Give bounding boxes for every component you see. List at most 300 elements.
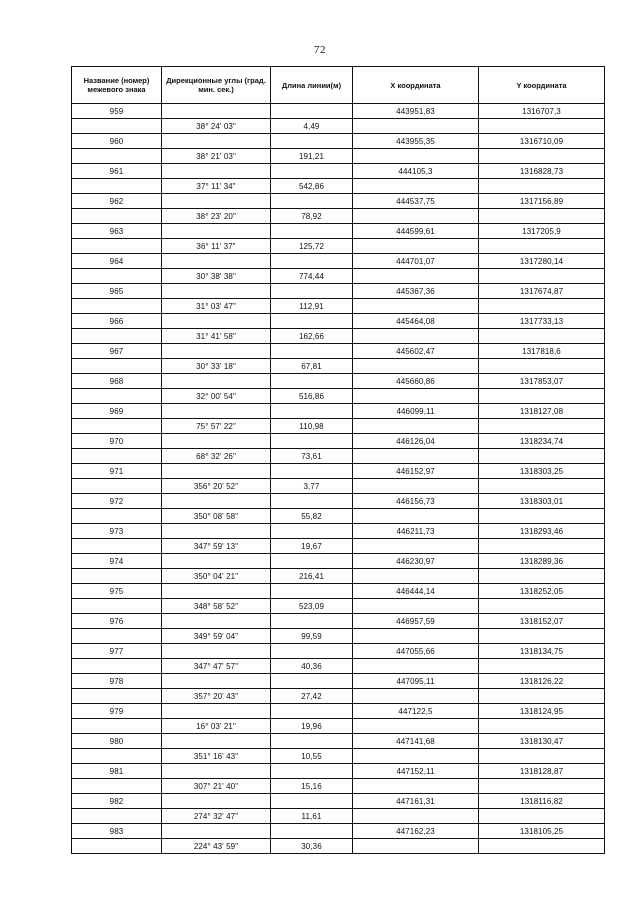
segment-row [72, 419, 605, 434]
y-coordinate-cell: 1318116,82 [479, 794, 605, 809]
empty-cell [271, 104, 353, 119]
empty-cell [353, 119, 479, 134]
point-row [72, 494, 605, 509]
x-coordinate-cell: 443951,83 [353, 104, 479, 119]
empty-cell [162, 794, 271, 809]
direction-angle-cell: 30° 38' 38" [162, 269, 271, 284]
line-length-cell: 78,92 [271, 209, 353, 224]
empty-cell [162, 134, 271, 149]
empty-cell [479, 749, 605, 764]
segment-row [72, 179, 605, 194]
point-name-cell: 966 [72, 314, 162, 329]
empty-cell [353, 539, 479, 554]
empty-cell [162, 374, 271, 389]
empty-cell [271, 764, 353, 779]
header-line-length: Длина линии(м) [271, 67, 353, 104]
direction-angle-cell: 37° 11' 34" [162, 179, 271, 194]
point-name-cell: 978 [72, 674, 162, 689]
empty-cell [271, 404, 353, 419]
point-row [72, 824, 605, 839]
empty-cell [271, 674, 353, 689]
x-coordinate-cell: 446230,97 [353, 554, 479, 569]
empty-cell [162, 164, 271, 179]
empty-cell [353, 779, 479, 794]
direction-angle-cell: 30° 33' 18" [162, 359, 271, 374]
empty-cell [271, 584, 353, 599]
empty-cell [72, 629, 162, 644]
x-coordinate-cell: 447095,11 [353, 674, 479, 689]
point-row [72, 734, 605, 749]
line-length-cell: 110,98 [271, 419, 353, 434]
empty-cell [271, 134, 353, 149]
empty-cell [162, 404, 271, 419]
segment-row [72, 539, 605, 554]
x-coordinate-cell: 445464,08 [353, 314, 479, 329]
empty-cell [479, 449, 605, 464]
segment-row [72, 209, 605, 224]
empty-cell [353, 359, 479, 374]
empty-cell [353, 839, 479, 854]
x-coordinate-cell: 444537,75 [353, 194, 479, 209]
empty-cell [271, 344, 353, 359]
empty-cell [72, 509, 162, 524]
point-row [72, 254, 605, 269]
empty-cell [479, 149, 605, 164]
empty-cell [353, 719, 479, 734]
empty-cell [479, 539, 605, 554]
empty-cell [72, 599, 162, 614]
empty-cell [162, 704, 271, 719]
empty-cell [479, 299, 605, 314]
point-row [72, 404, 605, 419]
empty-cell [479, 329, 605, 344]
empty-cell [72, 809, 162, 824]
line-length-cell: 73,61 [271, 449, 353, 464]
segment-row [72, 269, 605, 284]
empty-cell [479, 779, 605, 794]
empty-cell [353, 299, 479, 314]
line-length-cell: 40,36 [271, 659, 353, 674]
empty-cell [72, 779, 162, 794]
empty-cell [479, 629, 605, 644]
point-name-cell: 963 [72, 224, 162, 239]
line-length-cell: 542,86 [271, 179, 353, 194]
header-x-coordinate: X координата [353, 67, 479, 104]
empty-cell [271, 314, 353, 329]
point-row [72, 284, 605, 299]
y-coordinate-cell: 1318252,05 [479, 584, 605, 599]
page-number: 72 [314, 44, 326, 56]
point-name-cell: 970 [72, 434, 162, 449]
empty-cell [479, 359, 605, 374]
direction-angle-cell: 68° 32' 26" [162, 449, 271, 464]
empty-cell [162, 824, 271, 839]
point-row [72, 344, 605, 359]
empty-cell [353, 419, 479, 434]
empty-cell [72, 689, 162, 704]
empty-cell [479, 209, 605, 224]
y-coordinate-cell: 1318128,87 [479, 764, 605, 779]
line-length-cell: 4,49 [271, 119, 353, 134]
point-name-cell: 977 [72, 644, 162, 659]
table-header-row [72, 67, 605, 104]
empty-cell [271, 554, 353, 569]
empty-cell [271, 644, 353, 659]
x-coordinate-cell: 447152,11 [353, 764, 479, 779]
y-coordinate-cell: 1318126,22 [479, 674, 605, 689]
empty-cell [72, 299, 162, 314]
point-name-cell: 964 [72, 254, 162, 269]
x-coordinate-cell: 444701,07 [353, 254, 479, 269]
empty-cell [479, 239, 605, 254]
direction-angle-cell: 356° 20' 52" [162, 479, 271, 494]
segment-row [72, 629, 605, 644]
empty-cell [162, 344, 271, 359]
empty-cell [271, 164, 353, 179]
table-body [72, 104, 605, 854]
boundary-coordinates-table [71, 66, 605, 854]
empty-cell [162, 464, 271, 479]
x-coordinate-cell: 446156,73 [353, 494, 479, 509]
direction-angle-cell: 75° 57' 22" [162, 419, 271, 434]
empty-cell [479, 719, 605, 734]
x-coordinate-cell: 447161,31 [353, 794, 479, 809]
empty-cell [271, 614, 353, 629]
empty-cell [271, 494, 353, 509]
segment-row [72, 449, 605, 464]
empty-cell [479, 269, 605, 284]
segment-row [72, 749, 605, 764]
x-coordinate-cell: 446957,59 [353, 614, 479, 629]
empty-cell [72, 839, 162, 854]
x-coordinate-cell: 446444,14 [353, 584, 479, 599]
point-row [72, 794, 605, 809]
direction-angle-cell: 16° 03' 21" [162, 719, 271, 734]
empty-cell [162, 314, 271, 329]
x-coordinate-cell: 446126,04 [353, 434, 479, 449]
direction-angle-cell: 224° 43' 59" [162, 839, 271, 854]
point-row [72, 434, 605, 449]
point-name-cell: 981 [72, 764, 162, 779]
empty-cell [72, 239, 162, 254]
point-name-cell: 959 [72, 104, 162, 119]
direction-angle-cell: 38° 23' 20" [162, 209, 271, 224]
empty-cell [162, 254, 271, 269]
point-row [72, 134, 605, 149]
empty-cell [271, 524, 353, 539]
empty-cell [353, 509, 479, 524]
x-coordinate-cell: 446211,73 [353, 524, 479, 539]
point-name-cell: 969 [72, 404, 162, 419]
y-coordinate-cell: 1316707,3 [479, 104, 605, 119]
segment-row [72, 599, 605, 614]
empty-cell [271, 824, 353, 839]
y-coordinate-cell: 1318127,08 [479, 404, 605, 419]
empty-cell [72, 719, 162, 734]
point-row [72, 224, 605, 239]
y-coordinate-cell: 1318134,75 [479, 644, 605, 659]
empty-cell [353, 809, 479, 824]
empty-cell [162, 194, 271, 209]
empty-cell [353, 449, 479, 464]
y-coordinate-cell: 1318124,95 [479, 704, 605, 719]
point-row [72, 584, 605, 599]
line-length-cell: 30,36 [271, 839, 353, 854]
direction-angle-cell: 349° 59' 04" [162, 629, 271, 644]
point-name-cell: 982 [72, 794, 162, 809]
x-coordinate-cell: 446152,97 [353, 464, 479, 479]
direction-angle-cell: 38° 24' 03" [162, 119, 271, 134]
empty-cell [72, 569, 162, 584]
x-coordinate-cell: 445367,36 [353, 284, 479, 299]
point-row [72, 464, 605, 479]
empty-cell [72, 449, 162, 464]
point-row [72, 644, 605, 659]
y-coordinate-cell: 1317853,07 [479, 374, 605, 389]
direction-angle-cell: 274° 32' 47" [162, 809, 271, 824]
empty-cell [353, 689, 479, 704]
segment-row [72, 839, 605, 854]
line-length-cell: 112,91 [271, 299, 353, 314]
y-coordinate-cell: 1318234,74 [479, 434, 605, 449]
line-length-cell: 3,77 [271, 479, 353, 494]
direction-angle-cell: 31° 03' 47" [162, 299, 271, 314]
point-name-cell: 965 [72, 284, 162, 299]
point-name-cell: 962 [72, 194, 162, 209]
point-row [72, 164, 605, 179]
empty-cell [271, 464, 353, 479]
empty-cell [72, 269, 162, 284]
point-name-cell: 972 [72, 494, 162, 509]
empty-cell [353, 599, 479, 614]
empty-cell [162, 674, 271, 689]
empty-cell [162, 614, 271, 629]
empty-cell [479, 689, 605, 704]
line-length-cell: 774,44 [271, 269, 353, 284]
direction-angle-cell: 348° 58' 52" [162, 599, 271, 614]
y-coordinate-cell: 1318303,01 [479, 494, 605, 509]
empty-cell [72, 479, 162, 494]
segment-row [72, 509, 605, 524]
y-coordinate-cell: 1317733,13 [479, 314, 605, 329]
empty-cell [162, 524, 271, 539]
empty-cell [479, 479, 605, 494]
line-length-cell: 15,16 [271, 779, 353, 794]
y-coordinate-cell: 1317674,87 [479, 284, 605, 299]
empty-cell [271, 734, 353, 749]
x-coordinate-cell: 447122,5 [353, 704, 479, 719]
segment-row [72, 659, 605, 674]
x-coordinate-cell: 446099,11 [353, 404, 479, 419]
segment-row [72, 329, 605, 344]
x-coordinate-cell: 444599,61 [353, 224, 479, 239]
x-coordinate-cell: 444105,3 [353, 164, 479, 179]
empty-cell [353, 479, 479, 494]
point-row [72, 764, 605, 779]
line-length-cell: 99,59 [271, 629, 353, 644]
direction-angle-cell: 351° 16' 43" [162, 749, 271, 764]
y-coordinate-cell: 1318105,25 [479, 824, 605, 839]
point-row [72, 614, 605, 629]
empty-cell [162, 494, 271, 509]
point-name-cell: 975 [72, 584, 162, 599]
empty-cell [353, 659, 479, 674]
empty-cell [72, 209, 162, 224]
empty-cell [479, 839, 605, 854]
point-row [72, 314, 605, 329]
line-length-cell: 11,61 [271, 809, 353, 824]
segment-row [72, 149, 605, 164]
empty-cell [72, 119, 162, 134]
x-coordinate-cell: 445660,86 [353, 374, 479, 389]
empty-cell [353, 389, 479, 404]
header-direction-angle: Дирекционные углы (град. мин. сек.) [162, 67, 271, 104]
empty-cell [271, 794, 353, 809]
point-name-cell: 983 [72, 824, 162, 839]
empty-cell [72, 659, 162, 674]
x-coordinate-cell: 447141,68 [353, 734, 479, 749]
y-coordinate-cell: 1318152,07 [479, 614, 605, 629]
empty-cell [479, 599, 605, 614]
empty-cell [162, 434, 271, 449]
segment-row [72, 779, 605, 794]
line-length-cell: 55,82 [271, 509, 353, 524]
empty-cell [162, 584, 271, 599]
point-row [72, 374, 605, 389]
empty-cell [162, 554, 271, 569]
point-row [72, 524, 605, 539]
direction-angle-cell: 32° 00' 54" [162, 389, 271, 404]
point-name-cell: 976 [72, 614, 162, 629]
direction-angle-cell: 38° 21' 03" [162, 149, 271, 164]
y-coordinate-cell: 1318303,25 [479, 464, 605, 479]
empty-cell [479, 809, 605, 824]
point-name-cell: 980 [72, 734, 162, 749]
empty-cell [353, 629, 479, 644]
empty-cell [72, 329, 162, 344]
empty-cell [479, 419, 605, 434]
segment-row [72, 299, 605, 314]
line-length-cell: 67,81 [271, 359, 353, 374]
x-coordinate-cell: 445602,47 [353, 344, 479, 359]
line-length-cell: 19,67 [271, 539, 353, 554]
empty-cell [72, 539, 162, 554]
empty-cell [72, 359, 162, 374]
y-coordinate-cell: 1317280,14 [479, 254, 605, 269]
y-coordinate-cell: 1318130,47 [479, 734, 605, 749]
empty-cell [72, 149, 162, 164]
segment-row [72, 809, 605, 824]
empty-cell [353, 149, 479, 164]
empty-cell [162, 224, 271, 239]
line-length-cell: 162,66 [271, 329, 353, 344]
empty-cell [353, 569, 479, 584]
segment-row [72, 719, 605, 734]
point-row [72, 554, 605, 569]
line-length-cell: 523,09 [271, 599, 353, 614]
segment-row [72, 359, 605, 374]
point-name-cell: 961 [72, 164, 162, 179]
y-coordinate-cell: 1316710,09 [479, 134, 605, 149]
empty-cell [271, 224, 353, 239]
point-name-cell: 979 [72, 704, 162, 719]
empty-cell [271, 434, 353, 449]
empty-cell [72, 749, 162, 764]
point-row [72, 104, 605, 119]
line-length-cell: 125,72 [271, 239, 353, 254]
x-coordinate-cell: 447162,23 [353, 824, 479, 839]
empty-cell [72, 389, 162, 404]
direction-angle-cell: 357° 20' 43" [162, 689, 271, 704]
direction-angle-cell: 350° 04' 21" [162, 569, 271, 584]
direction-angle-cell: 347° 59' 13" [162, 539, 271, 554]
y-coordinate-cell: 1317205,9 [479, 224, 605, 239]
empty-cell [479, 179, 605, 194]
line-length-cell: 10,55 [271, 749, 353, 764]
point-row [72, 674, 605, 689]
empty-cell [479, 389, 605, 404]
segment-row [72, 239, 605, 254]
header-y-coordinate: Y координата [479, 67, 605, 104]
empty-cell [353, 239, 479, 254]
y-coordinate-cell: 1316828,73 [479, 164, 605, 179]
empty-cell [72, 419, 162, 434]
empty-cell [72, 179, 162, 194]
empty-cell [162, 764, 271, 779]
point-name-cell: 971 [72, 464, 162, 479]
empty-cell [353, 269, 479, 284]
empty-cell [162, 284, 271, 299]
y-coordinate-cell: 1318289,36 [479, 554, 605, 569]
empty-cell [479, 509, 605, 524]
empty-cell [479, 569, 605, 584]
point-name-cell: 968 [72, 374, 162, 389]
empty-cell [271, 704, 353, 719]
direction-angle-cell: 350° 08' 58" [162, 509, 271, 524]
empty-cell [162, 734, 271, 749]
line-length-cell: 27,42 [271, 689, 353, 704]
empty-cell [271, 194, 353, 209]
point-row [72, 704, 605, 719]
empty-cell [353, 179, 479, 194]
y-coordinate-cell: 1317156,89 [479, 194, 605, 209]
empty-cell [353, 209, 479, 224]
segment-row [72, 689, 605, 704]
direction-angle-cell: 36° 11' 37" [162, 239, 271, 254]
point-name-cell: 960 [72, 134, 162, 149]
segment-row [72, 569, 605, 584]
empty-cell [479, 659, 605, 674]
direction-angle-cell: 347° 47' 57" [162, 659, 271, 674]
empty-cell [162, 104, 271, 119]
header-point-name: Название (номер) межевого знака [72, 67, 162, 104]
direction-angle-cell: 31° 41' 58" [162, 329, 271, 344]
line-length-cell: 216,41 [271, 569, 353, 584]
x-coordinate-cell: 443955,35 [353, 134, 479, 149]
empty-cell [353, 329, 479, 344]
direction-angle-cell: 307° 21' 40" [162, 779, 271, 794]
point-name-cell: 973 [72, 524, 162, 539]
segment-row [72, 389, 605, 404]
y-coordinate-cell: 1317818,6 [479, 344, 605, 359]
x-coordinate-cell: 447055,66 [353, 644, 479, 659]
empty-cell [479, 119, 605, 134]
line-length-cell: 191,21 [271, 149, 353, 164]
empty-cell [271, 254, 353, 269]
empty-cell [271, 284, 353, 299]
line-length-cell: 516,86 [271, 389, 353, 404]
segment-row [72, 119, 605, 134]
